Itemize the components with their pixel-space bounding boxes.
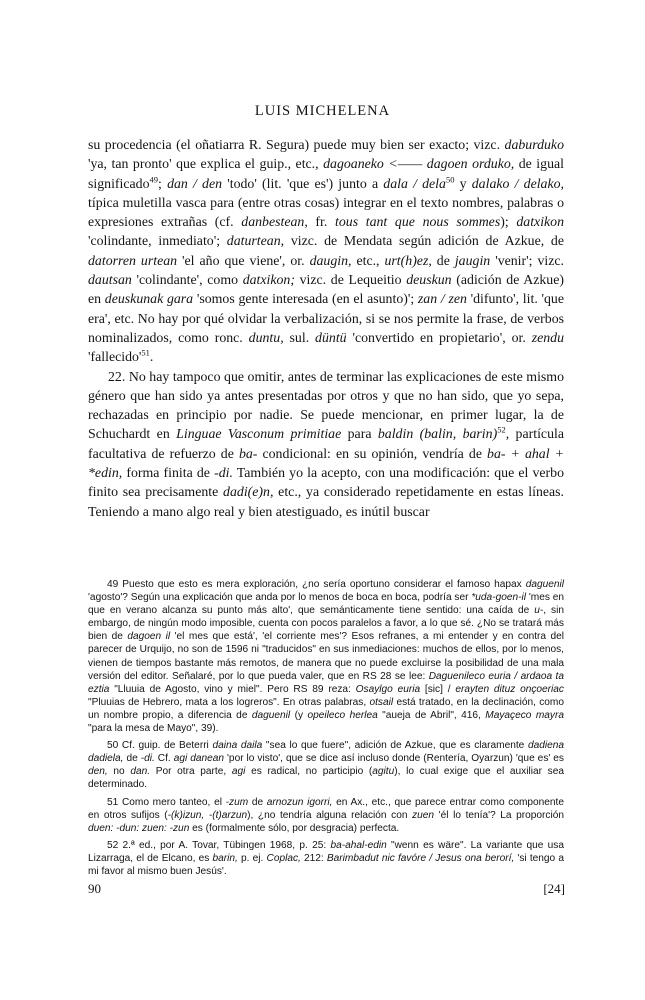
term-datorren-urtean: datorren urtean: [88, 252, 178, 268]
text-run: ), lo cual exige que el auxiliar sea determinado.: [88, 766, 564, 791]
term-duntu-sul: düntü: [315, 329, 347, 345]
text-run: etc., ya considerado repetidamente en estas líneas. Teniendo a mano algo real y bien atestiguado, es inútil buscar: [88, 484, 565, 519]
term: ba-ahal-edin: [330, 839, 387, 851]
text-run: Cf.: [154, 753, 174, 765]
footnote-ref-50[interactable]: 50: [445, 173, 455, 184]
text-run: 'el año que viene', or.: [177, 252, 310, 268]
text-run: , sin embargo, de ningún modo imposible, cuenta con pocos paralelos a favor, a lo que sé. ¿No se tratará más bien de: [88, 605, 564, 643]
text-run: 'ya, tan pronto' que explica el guip., etc.,: [88, 156, 324, 172]
text-run: "aueja de Abril", 416,: [377, 709, 486, 721]
term-daugin: daugin,: [309, 252, 352, 268]
text-run: 'todo' (lit. 'que es') junto a: [222, 175, 384, 191]
page-number: 90: [88, 881, 101, 896]
term: -zum: [225, 796, 249, 808]
text-run: 'por lo visto', que se dice así incluso donde (Rentería, Oyarzun) 'que es' es: [224, 753, 564, 765]
text-run: , partícula facultativa de refuerzo de: [88, 426, 564, 461]
term: Osaylgo euria: [355, 683, 421, 695]
term: opeileco herlea: [307, 709, 378, 721]
footnote-51: [88, 796, 564, 835]
text-run: p. ej.: [237, 852, 267, 864]
term: -(k)izun, -(t)arzun: [167, 809, 248, 821]
text-run: es radical, no participio (: [245, 766, 373, 778]
text-run: fr.: [307, 214, 336, 230]
term: daina daila: [212, 740, 263, 752]
term-dadien: dadi(e)n,: [223, 484, 274, 500]
text-run: 'colindante', como: [131, 272, 243, 288]
text-run: 212:: [300, 852, 327, 864]
text-run: ;: [158, 175, 168, 191]
text-run: 'colindante, inmediato';: [88, 233, 227, 249]
text-run: );: [500, 214, 517, 230]
footnote-ref-52[interactable]: 52: [497, 424, 506, 435]
text-run: "sea lo que fuere", adición de Azkue, que es claramente: [262, 740, 528, 752]
term: agitu: [372, 766, 395, 778]
term-dalako-delako: dalako / delako,: [471, 175, 565, 191]
text-run: es (formalmente sólo, por desgracia) perfecta.: [189, 822, 400, 834]
term-french-phrase: tous tant que nous sommes: [335, 214, 501, 230]
text-run: 'venir'; vizc.: [490, 252, 564, 268]
term: zuen: [412, 809, 435, 821]
text-run: 'somos gente interesada (en el asunto)';: [193, 291, 418, 307]
text-run: (adición de Azkue) en: [88, 272, 564, 307]
term: Daguenileco euria / ardaoa ta eztia: [88, 670, 564, 695]
term: -di.: [140, 753, 155, 765]
term: u-: [534, 605, 544, 617]
text-run: 'él lo tenía'? La proporción: [434, 809, 564, 821]
term: Coplac,: [266, 852, 301, 864]
paragraph-22: [88, 367, 564, 521]
text-run: en Ax., etc., que parece entrar como componente en otros sufijos (: [88, 796, 564, 821]
text-run: no: [107, 766, 131, 778]
text-run: "Pluuias de Hebrero, mata a los logreros". En otras palabras,: [88, 696, 370, 708]
term: agi: [231, 766, 246, 778]
term-dala-dela: dala / dela: [383, 175, 446, 191]
term: Mayaçeco mayra: [485, 709, 564, 721]
footnote-50: [88, 739, 564, 791]
text-run: está tratado, en la declinación, como un nombre propio, a diferencia de: [88, 696, 564, 721]
text-run: ), ¿no tendría alguna relación con: [247, 809, 413, 821]
text-run: etc.,: [351, 252, 385, 268]
text-run: 'mes en que en verano alcanza su punto más alto', que semánticamente tiene sentido: una caída de: [88, 592, 565, 617]
term-ba-ahal-edin: ba- + ahal + *edin,: [88, 445, 564, 481]
text-run: de: [431, 252, 455, 268]
term-deuskunak-gara: deuskunak gara: [104, 291, 194, 307]
term: dan.: [130, 766, 151, 778]
term-dagoaneko: dagoaneko <—— dagoen orduko,: [323, 156, 515, 172]
term-zan-zen: zan / zen: [417, 291, 467, 307]
text-run: 50 Cf. guip. de Beterri: [107, 740, 213, 752]
term: *uda-goen-il: [471, 592, 526, 604]
text-run: 51 Como mero tanteo, el: [107, 796, 226, 808]
text-run: 52 2.ª ed., por A. Tovar, Tübingen 1968, p. 25:: [107, 839, 331, 851]
term-di: -di.: [214, 465, 233, 481]
term: erayten dituz onçoeriac: [455, 683, 564, 695]
text-run: para: [341, 426, 378, 442]
text-run: 49 Puesto que esto es mera exploración, ¿no sería oportuno considerar el famoso hapax: [107, 579, 526, 590]
text-run: 'si tengo a mi favor al mismo buen Jesús'.: [88, 852, 564, 877]
term-daburduko: daburduko: [504, 137, 564, 152]
footnote-52: [88, 839, 564, 878]
term: agi danean: [173, 753, 225, 765]
footnotes: [88, 578, 564, 882]
text-run: También yo la acepto, con una modificación: que el verbo finito sea precisamente: [88, 465, 564, 500]
term-dautsan: dautsan: [88, 272, 132, 288]
text-run: "para la mesa de Mayo", 39).: [88, 723, 219, 735]
term-duntu: duntu,: [248, 329, 284, 345]
term-daturtean: daturtean,: [226, 233, 285, 249]
text-run: de: [123, 753, 141, 765]
text-run: sul.: [283, 329, 316, 345]
running-header: LUIS MICHELENA: [254, 103, 391, 119]
text-run: 'convertido en propietario', or.: [346, 329, 532, 345]
term: dadiena dadiela,: [88, 740, 564, 765]
term-baldin: baldin (balin, barin): [377, 426, 498, 442]
text-run: de: [248, 796, 267, 808]
term: otsail: [369, 696, 394, 708]
term: Barimbadut nic favóre / Jesus ona berorí,: [326, 852, 515, 864]
term-deuskun: deuskun: [406, 272, 452, 288]
term: dagoen il: [127, 631, 171, 643]
term: den,: [88, 766, 108, 778]
footnote-ref-51[interactable]: 51: [141, 347, 150, 358]
term-zendu: zendu: [531, 329, 564, 345]
term: arnozun igorri,: [266, 796, 333, 808]
text-run: típica muletilla vasca para (entre otras cosas) integrar en el texto nombres, palabras o expresiones extrañas (cf.: [88, 194, 564, 230]
paragraph-1: [88, 135, 564, 367]
text-run: su procedencia (el oñatiarra R. Segura) puede muy bien ser exacto; vizc.: [88, 137, 505, 152]
term-datxikon-2: datxikon;: [242, 272, 295, 288]
text-run: 'fallecido': [88, 349, 142, 365]
text-run: [sic] /: [420, 683, 456, 695]
work-title-linguae: Linguae Vasconum primitiae: [176, 426, 342, 442]
term-jaugin: jaugin: [454, 252, 491, 268]
term-dan-den: dan / den: [167, 175, 223, 191]
footnote-ref-49[interactable]: 49: [149, 173, 159, 184]
text-run: vizc. de Mendata según adición de Azkue, de: [284, 233, 564, 249]
text-run: Por otra parte,: [150, 766, 232, 778]
text-run: de igual significado: [88, 156, 564, 191]
text-run: "Lluuia de Agosto, vino y miel". Pero RS 89 reza:: [109, 683, 356, 695]
term-ba: ba-: [238, 445, 258, 461]
text-run: 'el mes que está', 'el corriente mes'? Esos refranes, a mi entender y en contra del parecer de Urquijo, no son de 1596 ni "traducidos" en sus inmediaciones: muchos de ellos, por lo menos, vienen de tiempos bastante más remotos, de manera que no puede excluirse la posibilidad de una mala versión del editor. Señalaré, por lo que pueda valer, que en RS 28 se lee:: [88, 631, 565, 682]
footnote-49: [88, 578, 564, 735]
text-run: .: [149, 349, 154, 365]
text-run: (y: [290, 709, 308, 721]
page-reference: [24]: [543, 881, 565, 896]
text-run: y: [454, 175, 472, 191]
text-run: 'agosto'? Según una explicación que anda por lo menos de boca en boca, podría ser: [88, 592, 472, 604]
term-datxikon: datxikon: [516, 214, 565, 230]
text-run: vizc. de Lequeitio: [294, 272, 407, 288]
term: barin,: [212, 852, 238, 864]
term: daguenil: [525, 579, 564, 590]
text-run: "wenn es wäre". La variante que usa Lizarraga, el de Elcano, es: [88, 839, 564, 864]
term: daguenil: [251, 709, 291, 721]
text-run: 22. No hay tampoco que omitir, antes de terminar las explicaciones de este mismo género que han sido ya antes presentadas por otros y que no han sido, que yo sepa, rechazadas en principio por nadie. Se puede mencionar, en primer lugar, la de Schuchardt en: [88, 368, 564, 442]
term-urthez: urt(h)ez,: [384, 252, 432, 268]
term-danbestean: danbestean,: [241, 214, 308, 230]
main-text: [88, 135, 564, 521]
term: duen: -dun: zuen: -zun: [88, 822, 190, 834]
text-run: 'difunto', lit. 'que era', etc. No hay por qué olvidar la verbalización, si se nos permite la frase, de verbos nominalizados, como ronc.: [88, 291, 565, 345]
text-run: forma finita de: [122, 465, 215, 481]
text-run: condicional: en su opinión, vendría de: [257, 445, 488, 461]
